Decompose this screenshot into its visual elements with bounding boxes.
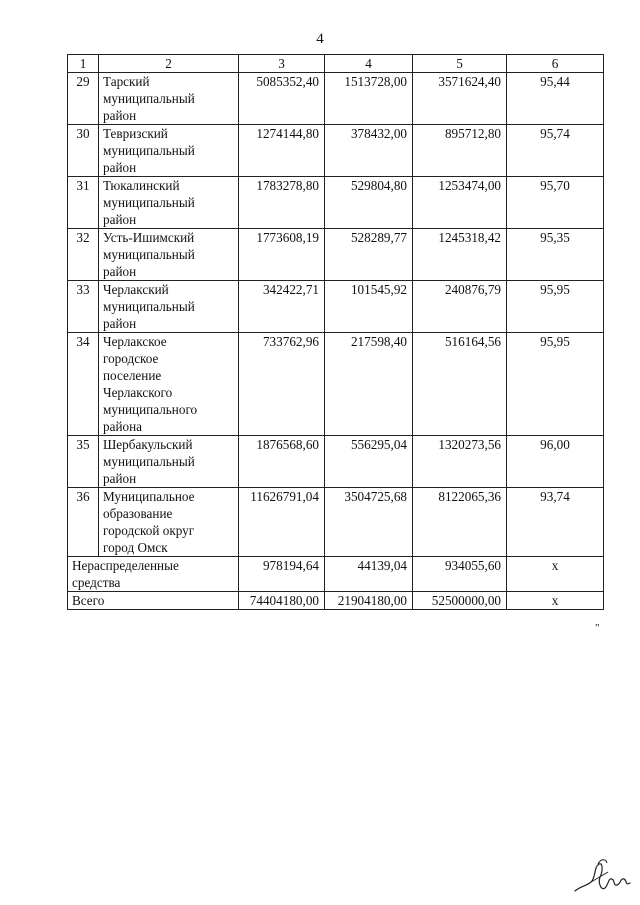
value-col-5: 3571624,40 [413, 73, 507, 125]
municipality-name [99, 73, 239, 125]
cell-line: Тевризский [103, 126, 168, 141]
value-col-5: 895712,80 [413, 125, 507, 177]
value-col-3: 1876568,60 [239, 436, 325, 488]
cell-line: Нераспределенные [72, 558, 179, 573]
value-col-5: 240876,79 [413, 281, 507, 333]
cell-line: город Омск [103, 540, 168, 555]
cell-line: Тюкалинский [103, 178, 180, 193]
table-row [68, 125, 604, 177]
closing-quote: " [595, 622, 600, 634]
value-col-3: 5085352,40 [239, 73, 325, 125]
cell-line: район [103, 471, 137, 486]
budget-table [67, 54, 604, 610]
value-col-4: 44139,04 [325, 557, 413, 592]
value-col-5: 1245318,42 [413, 229, 507, 281]
cell-line: Тарский [103, 74, 150, 89]
value-col-3: 11626791,04 [239, 488, 325, 557]
table-row [68, 488, 604, 557]
page-number: 4 [316, 31, 324, 47]
column-header: 3 [239, 55, 325, 73]
value-col-6: х [507, 592, 604, 610]
signature-icon [572, 855, 634, 897]
value-col-4: 3504725,68 [325, 488, 413, 557]
cell-line: муниципальный [103, 247, 195, 262]
value-col-4: 556295,04 [325, 436, 413, 488]
summary-row [68, 592, 604, 610]
column-header: 2 [99, 55, 239, 73]
value-col-3: 1783278,80 [239, 177, 325, 229]
table-row [68, 73, 604, 125]
cell-line: район [103, 264, 137, 279]
cell-line: район [103, 316, 137, 331]
table-row [68, 436, 604, 488]
cell-line: городской округ [103, 523, 195, 538]
value-col-6: 96,00 [507, 436, 604, 488]
column-header: 5 [413, 55, 507, 73]
table-row [68, 177, 604, 229]
cell-line: район [103, 108, 137, 123]
cell-line: муниципальный [103, 299, 195, 314]
cell-line: район [103, 160, 137, 175]
cell-line: муниципальный [103, 195, 195, 210]
cell-line: муниципальный [103, 143, 195, 158]
cell-line: Черлакский [103, 282, 169, 297]
cell-line: городское [103, 351, 159, 366]
cell-line: Черлакского [103, 385, 173, 400]
value-col-5: 8122065,36 [413, 488, 507, 557]
value-col-3: 733762,96 [239, 333, 325, 436]
value-col-6: 93,74 [507, 488, 604, 557]
table-header-row [68, 55, 604, 73]
cell-line: Шербакульский [103, 437, 193, 452]
municipality-name [99, 436, 239, 488]
summary-row [68, 557, 604, 592]
municipality-name [99, 125, 239, 177]
value-col-4: 217598,40 [325, 333, 413, 436]
value-col-4: 378432,00 [325, 125, 413, 177]
summary-label [68, 557, 239, 592]
value-col-6: 95,95 [507, 333, 604, 436]
cell-line: Черлакское [103, 334, 167, 349]
cell-line: средства [72, 575, 121, 590]
cell-line: Всего [72, 593, 105, 608]
cell-line: района [103, 419, 143, 434]
cell-line: образование [103, 506, 173, 521]
table-row [68, 333, 604, 436]
value-col-4: 529804,80 [325, 177, 413, 229]
municipality-name [99, 229, 239, 281]
municipality-name [99, 488, 239, 557]
column-header: 1 [68, 55, 99, 73]
value-col-4: 1513728,00 [325, 73, 413, 125]
row-number: 31 [68, 177, 99, 229]
value-col-6: 95,74 [507, 125, 604, 177]
value-col-6: 95,44 [507, 73, 604, 125]
cell-line: район [103, 212, 137, 227]
row-number: 29 [68, 73, 99, 125]
cell-line: Муниципальное [103, 489, 195, 504]
cell-line: муниципального [103, 402, 198, 417]
cell-line: поселение [103, 368, 162, 383]
value-col-5: 1320273,56 [413, 436, 507, 488]
value-col-6: 95,70 [507, 177, 604, 229]
value-col-5: 1253474,00 [413, 177, 507, 229]
row-number: 32 [68, 229, 99, 281]
row-number: 30 [68, 125, 99, 177]
column-header: 4 [325, 55, 413, 73]
value-col-5: 934055,60 [413, 557, 507, 592]
municipality-name [99, 333, 239, 436]
value-col-3: 1773608,19 [239, 229, 325, 281]
summary-label [68, 592, 239, 610]
value-col-5: 516164,56 [413, 333, 507, 436]
value-col-4: 528289,77 [325, 229, 413, 281]
value-col-6: х [507, 557, 604, 592]
municipality-name [99, 281, 239, 333]
value-col-3: 978194,64 [239, 557, 325, 592]
value-col-4: 21904180,00 [325, 592, 413, 610]
table-row [68, 229, 604, 281]
table-row [68, 281, 604, 333]
value-col-3: 1274144,80 [239, 125, 325, 177]
municipality-name [99, 177, 239, 229]
value-col-3: 74404180,00 [239, 592, 325, 610]
value-col-6: 95,95 [507, 281, 604, 333]
column-header: 6 [507, 55, 604, 73]
row-number: 36 [68, 488, 99, 557]
row-number: 33 [68, 281, 99, 333]
row-number: 35 [68, 436, 99, 488]
value-col-6: 95,35 [507, 229, 604, 281]
cell-line: Усть-Ишимский [103, 230, 195, 245]
value-col-3: 342422,71 [239, 281, 325, 333]
row-number: 34 [68, 333, 99, 436]
cell-line: муниципальный [103, 454, 195, 469]
cell-line: муниципальный [103, 91, 195, 106]
value-col-5: 52500000,00 [413, 592, 507, 610]
value-col-4: 101545,92 [325, 281, 413, 333]
